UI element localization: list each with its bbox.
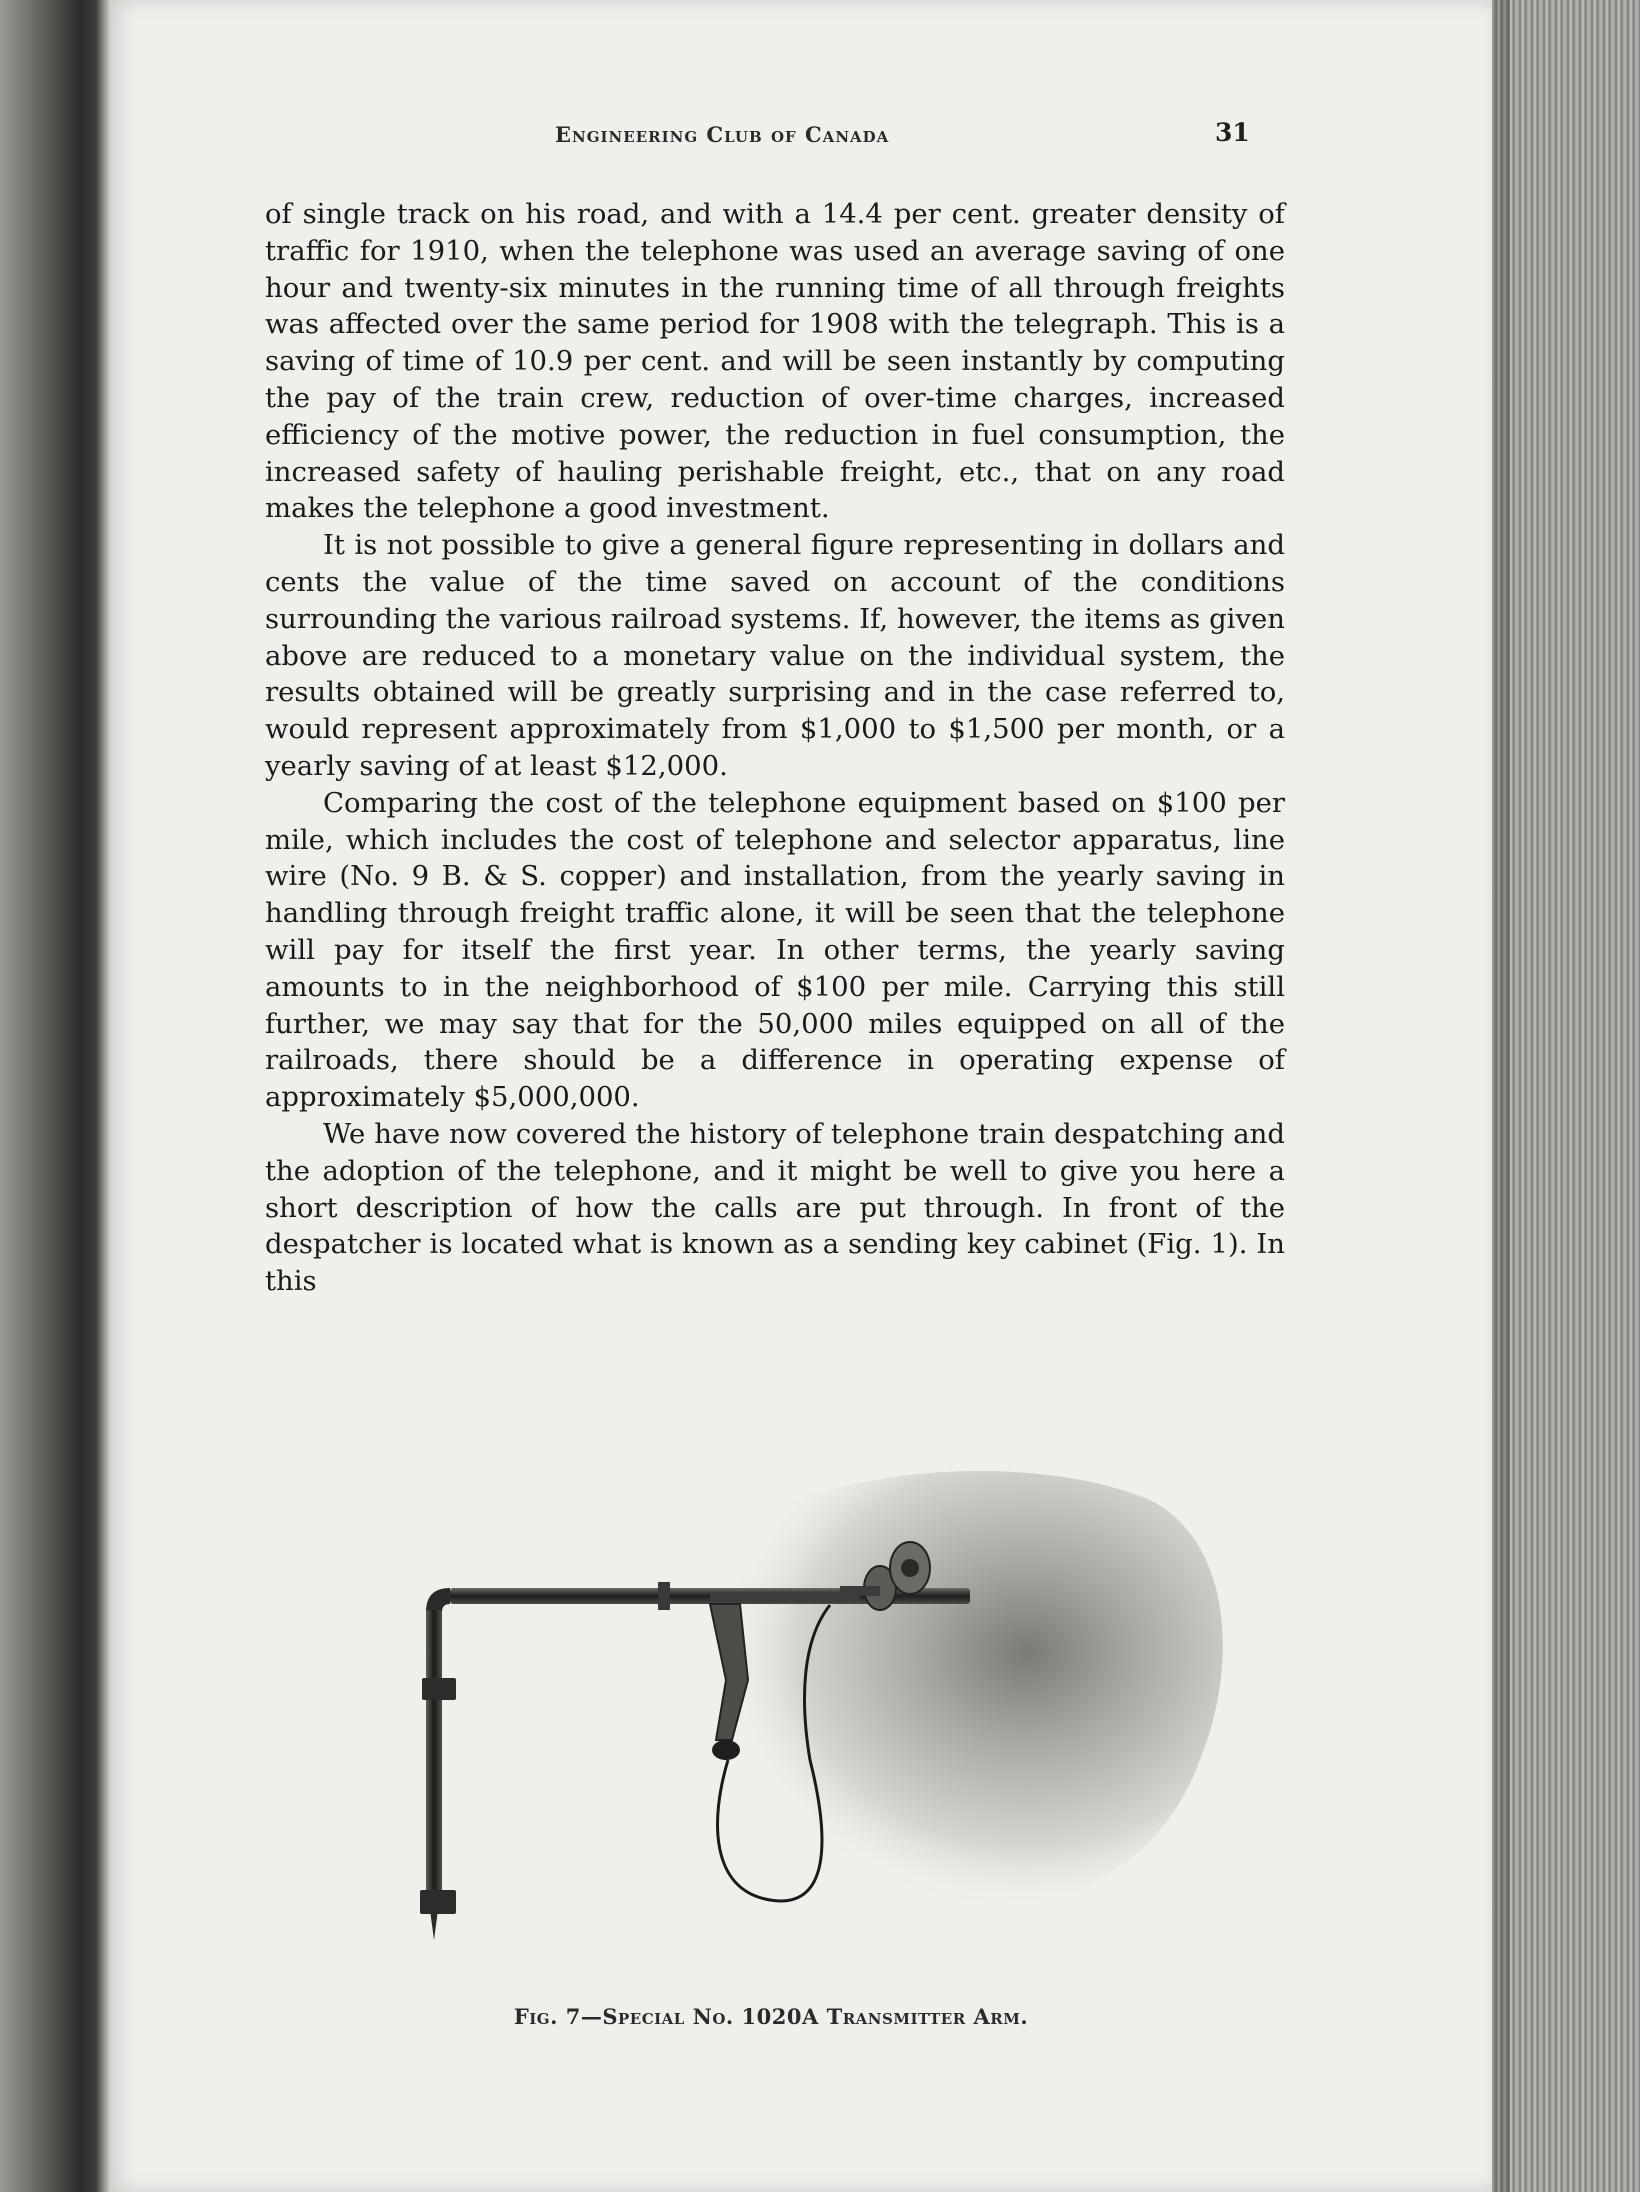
figure-caption-text: Fig. 7—Special No. 1020A Transmitter Arm. [513, 2004, 1029, 2029]
figure-caption [110, 2004, 1492, 2029]
pipe-elbow [426, 1588, 450, 1612]
paragraph-3: Comparing the cost of the telephone equipment based on $100 per mile, which includes the cost of telephone and selector apparatus, line wire (No. 9 B. & S. copper) and installation, from the yearly saving in handling through freight traffic alone, it will be seen that the telephone will pay for itself the first year. In other terms, the yearly saving amounts to in the neighborhood of $100 per mile. Carrying this still further, we may say that for the 50,000 miles equipped on all of the railroads, there should be a difference in operating expense of approximately $5,000,000. [265, 786, 1285, 1114]
page-stack-edges [1490, 0, 1640, 2192]
receiver-bell [712, 1740, 740, 1760]
bracket-lower [420, 1890, 456, 1914]
vignette-background [707, 1471, 1223, 1904]
running-title: Engineering Club of Canada [555, 122, 890, 147]
pipe-vertical [426, 1610, 442, 1910]
paragraph-1: of single track on his road, and with a 14.4 per cent. greater density of traffic for 1910, when the telephone was used an average saving of one hour and twenty-six minutes in the running time of all through freights was affected over the same period for 1908 with the telegraph. This is a saving of time of 10.9 per cent. and will be seen instantly by computing the pay of the train crew, reduction of over-time charges, increased efficiency of the motive power, the reduction in fuel consumption, the increased safety of hauling perishable freight, etc., that on any road makes the telephone a good investment. [265, 198, 1285, 525]
body-text [265, 196, 1285, 1300]
paragraph-4: We have now covered the history of telephone train despatching and the adoption of the telephone, and it might be well to give you here a short description of how the calls are put through. In front of the despatcher is located what is known as a sending key cabinet (Fig. 1). In this [265, 1117, 1285, 1298]
figure-transmitter-arm [410, 1460, 1270, 1970]
bracket-upper [422, 1678, 456, 1700]
paragraph-2: It is not possible to give a general figure representing in dollars and cents the value of the time saved on account of the conditions surrounding the various railroad systems. If, however, the items as given above are reduced to a monetary value on the individual system, the results obtained will be greatly surprising and in the case referred to, would represent approximately from $1,000 to $1,500 per month, or a yearly saving of at least $12,000. [265, 529, 1285, 782]
book-binding [0, 0, 110, 2192]
page-number: 31 [1215, 118, 1250, 147]
page-header [110, 118, 1492, 158]
book-page [110, 0, 1492, 2192]
transmitter-arm-illustration [410, 1460, 1270, 1970]
